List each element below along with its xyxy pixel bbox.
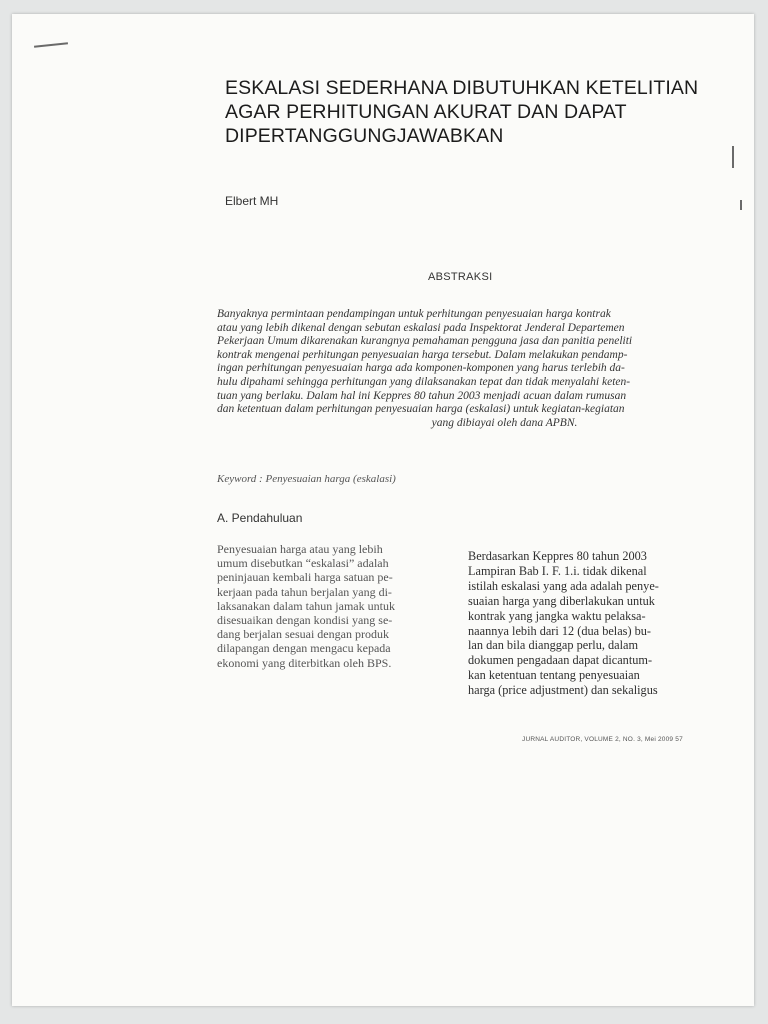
body-line: umum disebutkan “eskalasi” adalah	[217, 556, 389, 571]
body-line: disesuaikan dengan kondisi yang se-	[217, 613, 393, 628]
title-line: DIPERTANGGUNGJAWABKAN	[225, 125, 504, 147]
body-line: Penyesuaian harga atau yang lebih	[217, 542, 383, 556]
abstract-line: Pekerjaan Umum dikarenakan kurangnya pemahaman pengguna jasa dan panitia peneliti	[217, 335, 633, 348]
body-line: Lampiran Bab I. F. 1.i. tidak dikenal	[468, 563, 647, 578]
abstract-line: ingan perhitungan penyesuaian harga ada komponen-komponen yang harus terlebih da-	[217, 362, 625, 375]
abstract-line: hulu dipahami sehingga perhitungan yang dilaksanakan tepat dan tidak menyalahi keten-	[217, 375, 631, 388]
body-line: lan dan bila dianggap perlu, dalam	[468, 638, 639, 653]
body-line: istilah eskalasi yang ada adalah penye-	[468, 578, 659, 593]
body-line: laksanakan dalam tahun jamak untuk	[217, 598, 395, 613]
document-page	[12, 14, 754, 1006]
scan-mark	[34, 42, 68, 48]
body-line: Berdasarkan Keppres 80 tahun 2003	[468, 549, 647, 563]
scan-mark	[740, 200, 742, 210]
body-line: kerjaan pada tahun berjalan yang di-	[217, 584, 392, 599]
abstract-line: dan ketentuan dalam perhitungan penyesuaian harga (eskalasi) untuk kegiatan-kegiatan	[217, 403, 625, 416]
scan-mark	[732, 146, 734, 168]
abstract-line: tuan yang berlaku. Dalam hal ini Keppres 80 tahun 2003 menjadi acuan dalam rumusan	[217, 389, 627, 402]
abstract-line: atau yang lebih dikenal dengan sebutan eskalasi pada Inspektorat Jenderal Departemen	[217, 321, 625, 334]
body-line: kan ketentuan tentang penyesuaian	[468, 668, 640, 683]
journal-footer: JURNAL AUDITOR, VOLUME 2, NO. 3, Mei 2009 57	[522, 736, 683, 743]
title-line: AGAR PERHITUNGAN AKURAT DAN DAPAT	[225, 101, 627, 123]
body-line: dilapangan dengan mengacu kepada	[217, 641, 391, 656]
article-title	[225, 76, 735, 148]
body-line: naannya lebih dari 12 (dua belas) bu-	[468, 623, 652, 638]
body-line: dang berjalan sesuai dengan produk	[217, 627, 389, 642]
abstract-line: Banyaknya permintaan pendampingan untuk perhitungan penyesuaian harga kontrak	[217, 308, 611, 320]
body-line: harga (price adjustment) dan sekaligus	[468, 683, 658, 698]
body-line: dokumen pengadaan dapat dicantum-	[468, 653, 653, 668]
abstract-line: kontrak mengenai perhitungan penyesuaian harga tersebut. Dalam melakukan pendamp-	[217, 348, 628, 361]
body-line: peninjauan kembali harga satuan pe-	[217, 570, 393, 585]
body-column-right	[468, 549, 713, 698]
section-heading: A. Pendahuluan	[217, 511, 303, 525]
body-line: kontrak yang jangka waktu pelaksa-	[468, 608, 646, 623]
body-line: ekonomi yang diterbitkan oleh BPS.	[217, 655, 392, 670]
keyword-line: Keyword : Penyesuaian harga (eskalasi)	[217, 473, 396, 485]
abstract-text	[217, 308, 722, 430]
body-line: suaian harga yang diberlakukan untuk	[468, 593, 655, 608]
author-name: Elbert MH	[225, 194, 279, 208]
title-line: ESKALASI SEDERHANA DIBUTUHKAN KETELITIAN	[225, 77, 699, 99]
body-column-left	[217, 542, 455, 670]
abstract-heading: ABSTRAKSI	[428, 271, 493, 283]
abstract-line: yang dibiayai oleh dana APBN.	[431, 416, 578, 429]
